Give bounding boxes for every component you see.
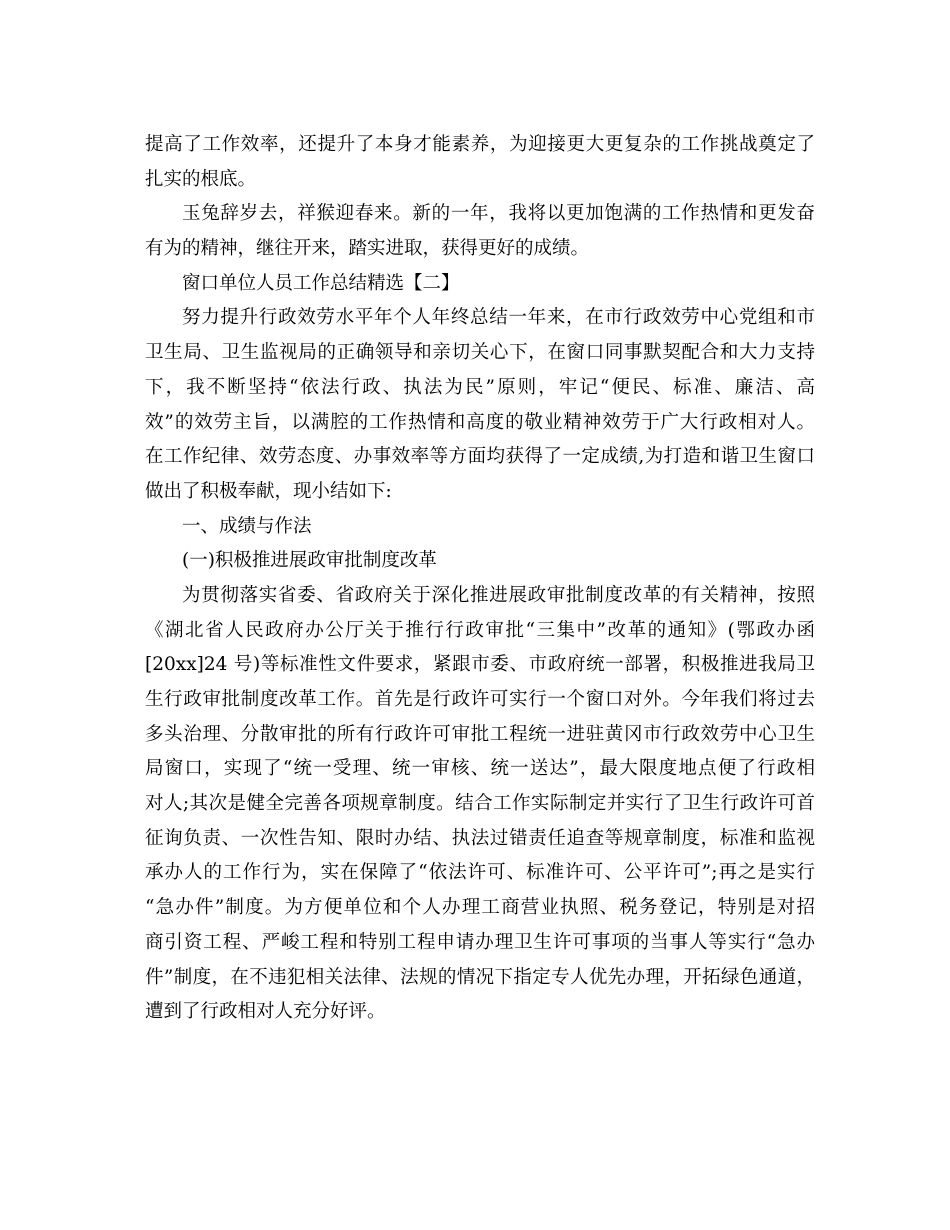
paragraph-line: 多头治理、分散审批的所有行政许可审批工程统一进驻黄冈市行政效劳中心卫生 xyxy=(145,723,815,745)
paragraph-line: 效”的效劳主旨，以满腔的工作热情和高度的敬业精神效劳于广大行政相对人。 xyxy=(145,411,815,433)
subsection-heading: (一)积极推进展政审批制度改革 xyxy=(182,550,437,572)
paragraph-line: 局窗口，实现了“统一受理、统一审核、统一送达”，最大限度地点便了行政相 xyxy=(145,758,815,780)
paragraph-line: 做出了积极奉献，现小结如下: xyxy=(145,480,392,502)
document-body xyxy=(145,128,815,1030)
paragraph-line: 征询负责、一次性告知、限时办结、执法过错责任追查等规章制度，标准和监视 xyxy=(145,827,815,849)
paragraph-line: 下，我不断坚持“依法行政、执法为民”原则，牢记“便民、标准、廉洁、高 xyxy=(145,376,815,398)
paragraph-line: 承办人的工作行为，实在保障了“依法许可、标准许可、公平许可”;再之是实行 xyxy=(145,862,815,884)
paragraph-line: 玉兔辞岁去，祥猴迎春来。新的一年，我将以更加饱满的工作热情和更发奋 xyxy=(182,203,815,225)
paragraph-line: 对人;其次是健全完善各项规章制度。结合工作实际制定并实行了卫生行政许可首 xyxy=(145,793,815,815)
paragraph-line: 《湖北省人民政府办公厅关于推行行政审批“三集中”改革的通知》(鄂政办函 xyxy=(145,619,815,641)
section-heading: 一、成绩与作法 xyxy=(182,515,312,537)
paragraph-line: 件”制度，在不违犯相关法律、法规的情况下指定专人优先办理，开拓绿色通道， xyxy=(145,966,815,988)
paragraph-line: 努力提升行政效劳水平年个人年终总结一年来，在市行政效劳中心党组和市 xyxy=(182,307,815,329)
section-heading: 窗口单位人员工作总结精选【二】 xyxy=(182,272,460,294)
paragraph-line: 卫生局、卫生监视局的正确领导和亲切关心下，在窗口同事默契配合和大力支持 xyxy=(145,342,815,364)
paragraph-line: 有为的精神，继往开来，踏实进取，获得更好的成绩。 xyxy=(145,238,590,260)
paragraph-line: 为贯彻落实省委、省政府关于深化推进展政审批制度改革的有关精神，按照 xyxy=(182,584,815,606)
paragraph-line: 在工作纪律、效劳态度、办事效率等方面均获得了一定成绩,为打造和谐卫生窗口 xyxy=(145,446,815,468)
paragraph-line: 商引资工程、严峻工程和特别工程申请办理卫生许可事项的当事人等实行“急办 xyxy=(145,931,815,953)
paragraph-line: 遭到了行政相对人充分好评。 xyxy=(145,1001,386,1023)
paragraph-line: “急办件”制度。为方便单位和个人办理工商营业执照、税务登记，特别是对招 xyxy=(145,897,815,919)
paragraph-line: 扎实的根底。 xyxy=(145,168,257,190)
paragraph-line: 生行政审批制度改革工作。首先是行政许可实行一个窗口对外。今年我们将过去 xyxy=(145,689,815,710)
paragraph-line: [20xx]24 号)等标准性文件要求，紧跟市委、市政府统一部署，积极推进我局卫 xyxy=(145,654,815,676)
paragraph-line: 提高了工作效率，还提升了本身才能素养，为迎接更大更复杂的工作挑战奠定了 xyxy=(145,134,815,155)
